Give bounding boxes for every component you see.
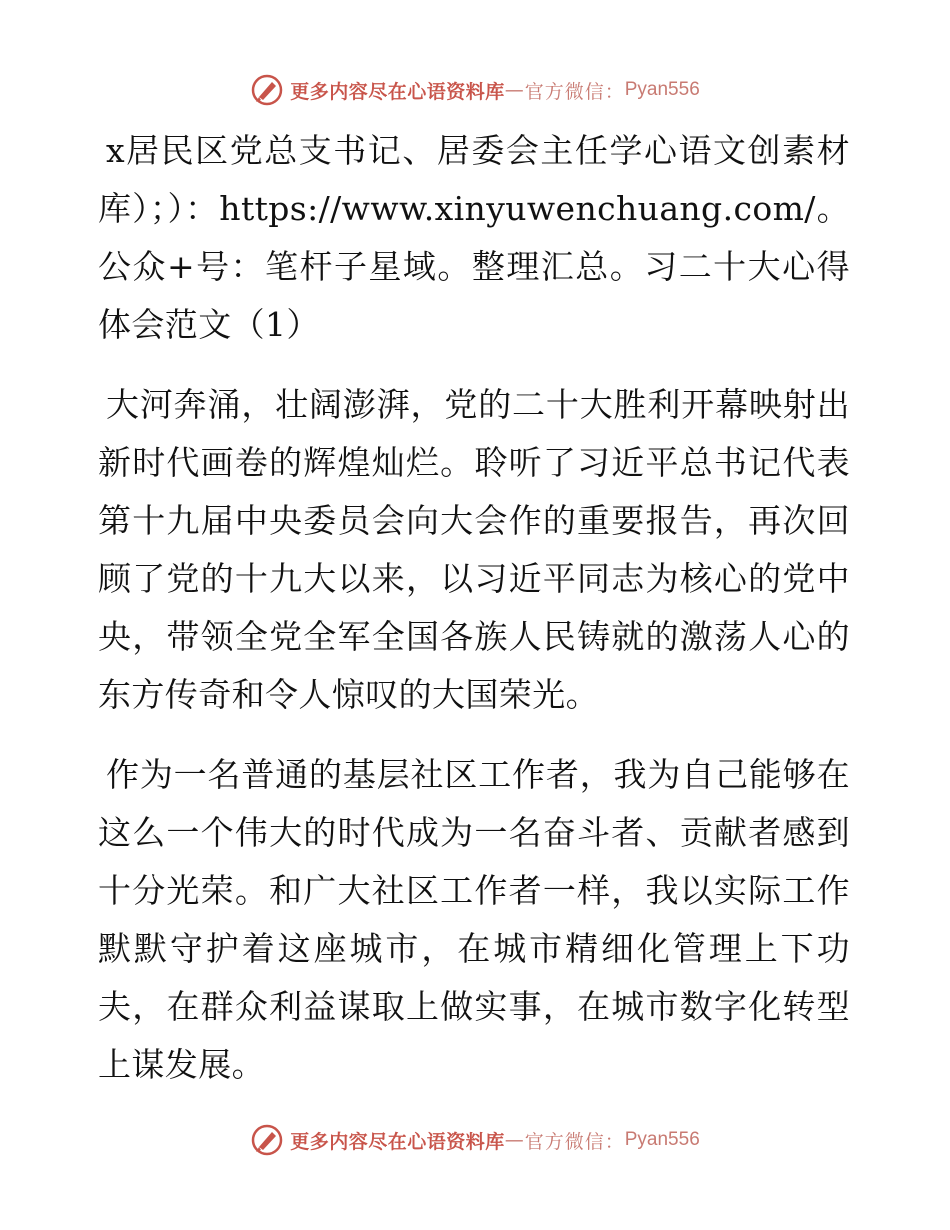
footer-separator: — — [504, 1129, 525, 1151]
document-body — [98, 122, 850, 1116]
header-wechat-id: Pyan556 — [624, 79, 700, 100]
paragraph-3-text: 作为一名普通的基层社区工作者，我为自己能够在这么一个伟大的时代成为一名奋斗者、贡献者感到十分光荣。和广大社区工作者一样，我以实际工作默默守护着这座城市，在城市精细化管理上下功夫，在群众利益谋取上做实事，在城市数字化转型上谋发展。 — [98, 755, 850, 1084]
header-banner — [0, 70, 950, 110]
paragraph-1 — [98, 122, 850, 354]
footer-official-label: 官方微信： — [524, 1130, 625, 1153]
header-official-label: 官方微信： — [524, 80, 625, 103]
pen-nib-logo-icon — [250, 73, 284, 107]
paragraph-2-text: 大河奔涌，壮阔澎湃，党的二十大胜利开幕映射出新时代画卷的辉煌灿烂。聆听了习近平总书记代表第十九届中央委员会向大会作的重要报告，再次回顾了党的十九大以来，以习近平同志为核心的党中央，带领全党全军全国各族人民铸就的激荡人心的东方传奇和令人惊叹的大国荣光。 — [98, 385, 850, 714]
footer-banner — [0, 1120, 950, 1160]
paragraph-3 — [98, 746, 850, 1094]
header-main-text: 更多内容尽在心语资料库 — [290, 80, 505, 103]
paragraph-2 — [98, 376, 850, 724]
footer-wechat-id: Pyan556 — [624, 1129, 700, 1150]
pen-nib-logo-icon — [250, 1123, 284, 1157]
footer-main-text: 更多内容尽在心语资料库 — [290, 1130, 505, 1153]
paragraph-1-text: x居民区党总支书记、居委会主任学心语文创素材库）；）：https://www.xinyuwenchuang.com/。公众+号：笔杆子星域。整理汇总。习二十大心得体会范文（1） — [98, 131, 850, 344]
header-separator: — — [504, 79, 525, 101]
